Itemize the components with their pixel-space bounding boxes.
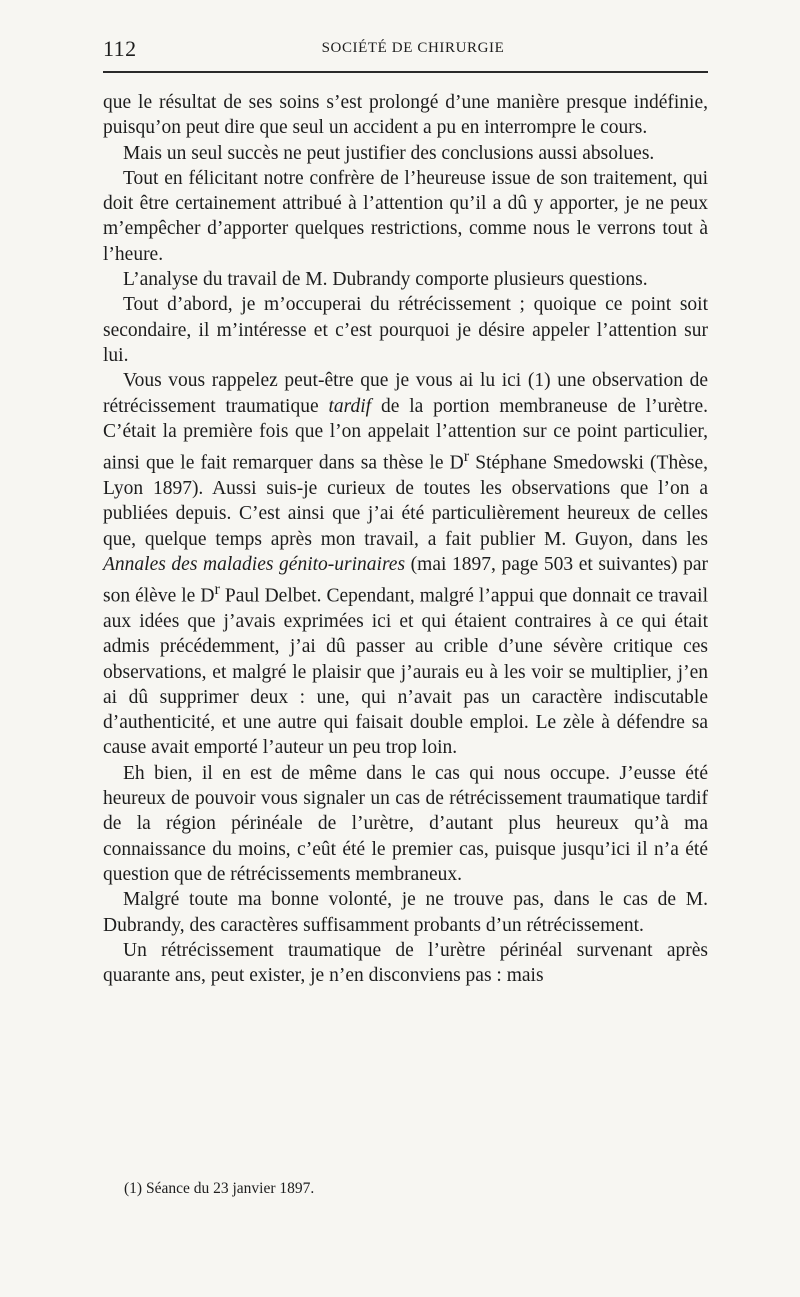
- journal-title: Annales des maladies génito-urinaires: [103, 553, 406, 575]
- paragraph: Un rétrécissement traumatique de l’urètre périnéal survenant après quarante ans, peut exister, je n’en disconviens pas : mais: [103, 939, 708, 987]
- page-header: [103, 36, 708, 64]
- italic-word: tardif: [328, 395, 372, 417]
- paragraph: Tout d’abord, je m’occuperai du rétrécissement ; quoique ce point soit secondaire, il m’intéresse et c’est pourquoi je désire appeler l’attention sur lui.: [103, 294, 708, 366]
- text-run: Paul Delbet. Cependant, malgré l’appui que donnait ce travail aux idées que j’avais exprimées ici et qui étaient contraires à ce qui était admis précédemment, j’ai dû passer au crible d’une sévère critique ces observations, et malgré le plaisir que j’aurais eu à les voir se multiplier, j’en ai dû supprimer deux : une, qui n’avait pas un caractère indiscutable d’authenticité, et une autre qui faisait double emploi. Le zèle à défendre sa cause avait emporté l’auteur un peu trop loin.: [103, 585, 708, 759]
- footnote: (1) Séance du 23 janvier 1897.: [124, 1180, 315, 1197]
- paragraph: que le résultat de ses soins s’est prolongé d’une manière presque indéfinie, puisqu’on peut dire que seul un accident a pu en interrompre le cours.: [103, 92, 708, 139]
- paragraph: Eh bien, il en est de même dans le cas qui nous occupe. J’eusse été heureux de pouvoir vous signaler un cas de rétrécissement traumatique tardif de la région périnéale de l’urètre, d’autant plus heureux qu’à ma connaissance du moins, c’eût été le premier cas, puisque jusqu’ici il n’a été question que de rétrécissements membraneux.: [103, 762, 708, 885]
- running-head: SOCIÉTÉ DE CHIRURGIE: [321, 40, 505, 56]
- paragraph: Malgré toute ma bonne volonté, je ne trouve pas, dans le cas de M. Dubrandy, des caractères suffisamment probants d’un rétrécissement.: [103, 889, 708, 936]
- paragraph: Mais un seul succès ne peut justifier des conclusions aussi absolues.: [123, 142, 655, 164]
- paragraph: [103, 368, 708, 760]
- paragraph: L’analyse du travail de M. Dubrandy comporte plusieurs questions.: [123, 269, 648, 291]
- text-run: de la portion membraneuse de l’urètre. C’était la première fois que l’on appelait l’attention sur ce point particulier, ainsi que le fait remarquer dans sa thèse le D: [103, 395, 708, 474]
- text-run: Stéphane Smedowski (Thèse, Lyon 1897). Aussi suis-je curieux de toutes les observations que l’on a publiées depuis. C’est ainsi que j’ai été particulièrement heureux de celles que, quelque temps après mon travail, a fait publier M. Guyon, dans les: [103, 452, 708, 550]
- body-text: [103, 90, 708, 988]
- text-run: Vous vous rappelez peut-être que je vous ai lu ici (1) une observation de rétrécissement traumatique: [103, 370, 708, 417]
- text-run: (mai 1897, page 503 et suivantes) par son élève le D: [103, 553, 708, 607]
- page-number: 112: [103, 36, 137, 61]
- superscript: r: [214, 580, 220, 599]
- paragraph: Tout en félicitant notre confrère de l’heureuse issue de son traitement, qui doit être certainement attribué à l’attention qu’il a dû y apporter, je ne peux m’empêcher d’apporter quelques restrictions, comme nous le verrons tout à l’heure.: [103, 167, 708, 265]
- superscript: r: [463, 447, 470, 466]
- header-rule: [103, 71, 708, 73]
